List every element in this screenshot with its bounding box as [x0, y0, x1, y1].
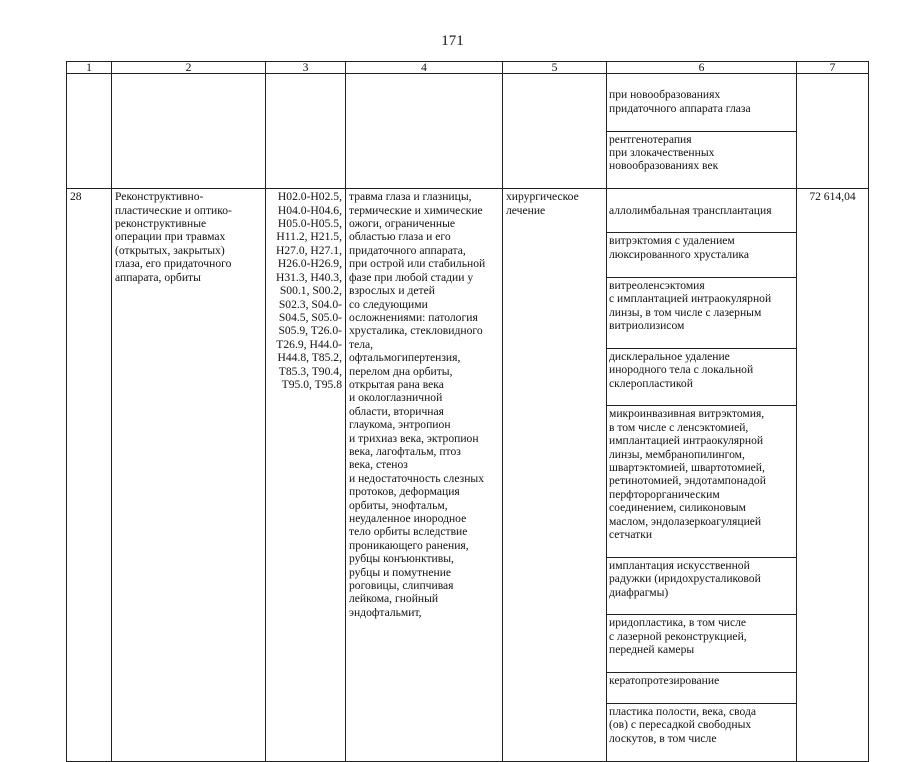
continuation-row: [67, 74, 869, 189]
cont-cell-4: [346, 74, 503, 189]
methods-cell: [607, 189, 797, 761]
method-item: иридопластика, в том числе с лазерной реконструкцией, передней камеры: [607, 614, 796, 658]
row-number: 28: [67, 189, 112, 761]
method-item: витреоленсэктомия с имплантацией интраокулярной линзы, в том числе с лазерным витриолизисом: [607, 277, 796, 335]
care-type-name: Реконструктивно- пластические и оптико- реконструктивные операции при травмах (открытых, закрытых) глаза, его придаточного аппарата, орбиты: [112, 189, 266, 761]
method-item: пластика полости, века, свода (ов) с пересадкой свободных лоскутов, в том числе: [607, 703, 796, 747]
cont-cell-7: [797, 74, 869, 189]
method-item: витрэктомия с удалением люксированного хрусталика: [607, 232, 796, 263]
method-item: имплантация искусственной радужки (иридохрусталиковой диафрагмы): [607, 557, 796, 601]
header-col-1: 1: [67, 62, 112, 74]
header-col-6: 6: [607, 62, 797, 74]
header-col-4: 4: [346, 62, 503, 74]
cont-cell-1: [67, 74, 112, 189]
row-28: [67, 189, 869, 761]
care-table: [66, 61, 869, 762]
cont-cell-2: [112, 74, 266, 189]
cont-cell-3: [266, 74, 346, 189]
cont-cell-5: [503, 74, 607, 189]
method-item: при новообразованиях придаточного аппарата глаза: [609, 88, 751, 115]
header-col-2: 2: [112, 62, 266, 74]
header-col-7: 7: [797, 62, 869, 74]
page-number: 171: [441, 33, 464, 49]
cost-value: 72 614,04: [797, 189, 869, 761]
method-item: дисклеральное удаление инородного тела с локальной склеропластикой: [607, 348, 796, 392]
header-col-5: 5: [503, 62, 607, 74]
method-item: микроинвазивная витрэктомия, в том числе с ленсэктомией, имплантацией интраокулярной линзы, мембранопилингом, швартэктомией, швартотомией, ретинотомией, эндотампонадой перфторорганическим соединением, силиконовым маслом, эндолазеркоагуляцией сетчатки: [607, 405, 796, 543]
method-item: рентгенотерапия при злокачественных новообразованиях век: [607, 131, 796, 175]
treatment-type: хирургическое лечение: [503, 189, 607, 761]
header-col-3: 3: [266, 62, 346, 74]
method-item: аллолимбальная трансплантация: [609, 203, 772, 217]
cont-methods-cell: [607, 74, 797, 189]
icd-codes: H02.0-H02.5, H04.0-H04.6, H05.0-H05.5, H11.2, H21.5, H27.0, H27.1, H26.0-H26.9, H31.3, H40.3, S00.1, S00.2, S02.3, S04.0- S04.5, S05.0- S05.9, T26.0- T26.9, H44.0- H44.8, T85.2, T85.3, T90.4, T95.0, T95.8: [266, 189, 346, 761]
diagnosis-model: травма глаза и глазницы, термические и химические ожоги, ограниченные областью глаза и его придаточного аппарата, при острой или стабильной фазе при любой стадии у взрослых и детей со следующими осложнениями: патология хрусталика, стекловидного тела, офтальмогипертензия, перелом дна орбиты, открытая рана века и окологлазничной области, вторичная глаукома, энтропион и трихиаз века, эктропион века, лагофтальм, птоз века, стеноз и недостаточность слезных протоков, деформация орбиты, энофтальм, неудаленное инородное тело орбиты вследствие проникающего ранения, рубцы конъюнктивы, рубцы и помутнение роговицы, слипчивая лейкома, гнойный эндофтальмит,: [346, 189, 503, 761]
method-item: кератопротезирование: [607, 672, 796, 689]
header-row: [67, 62, 869, 74]
